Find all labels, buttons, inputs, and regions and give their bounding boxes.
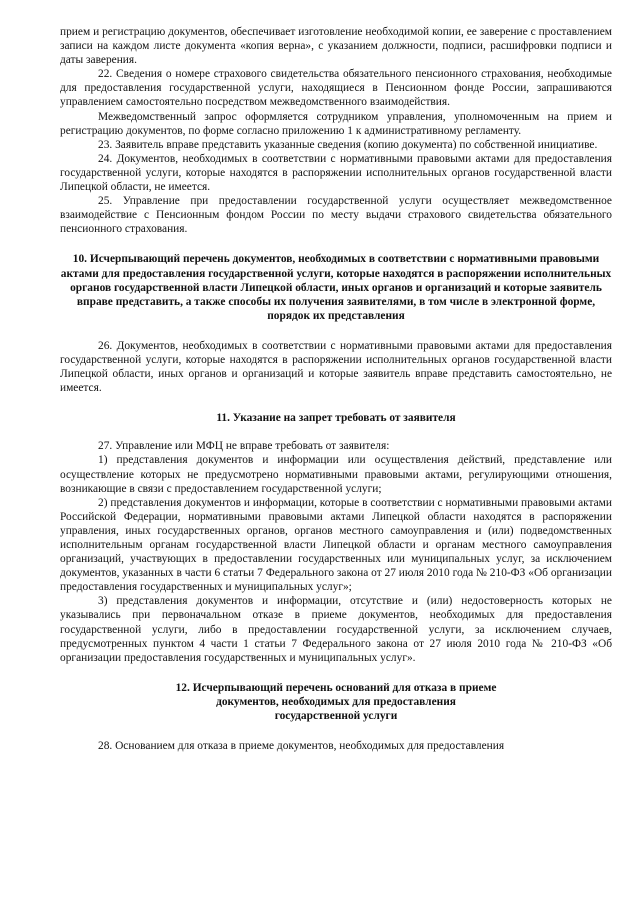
spacer	[60, 323, 612, 339]
paragraph-28: 28. Основанием для отказа в приеме документов, необходимых для предоставления	[98, 740, 505, 753]
section-10-heading: 10. Исчерпывающий перечень документов, необходимых в соответствии с нормативными правовыми актами для предоставления государственной услуги, которые находятся в распоряжении исполнительных органов государственной власти Липецкой области, иных органов и организаций и которые заявитель вправе представить, а также способы их получения заявителями, в том числе в электронной форме, порядок их представления	[60, 253, 612, 322]
paragraph-24: 24. Документов, необходимых в соответствии с нормативными правовыми актами для предоставления государственной услуги, которые находятся в распоряжении исполнительных органов государственной власти Липецкой области, не имеется.	[60, 152, 612, 194]
paragraph-26: 26. Документов, необходимых в соответствии с нормативными правовыми актами для предоставления государственной услуги, которые находятся в распоряжении исполнительных органов государственной власти Липецкой области, иных органов и организаций и которые заявитель вправе представить самостоятельно, не имеется.	[60, 339, 612, 395]
section-12-heading-line-2: документов, необходимых для предоставления	[216, 695, 456, 708]
spacer	[60, 723, 612, 739]
spacer	[60, 395, 612, 411]
spacer	[60, 236, 612, 252]
section-11-heading: 11. Указание на запрет требовать от заявителя	[216, 412, 456, 425]
paragraph-interagency-request: Межведомственный запрос оформляется сотрудником управления, уполномоченным на прием и регистрацию документов, по форме согласно приложению 1 к административному регламенту.	[60, 110, 612, 137]
spacer	[60, 425, 612, 439]
paragraph-27: 27. Управление или МФЦ не вправе требовать от заявителя:	[98, 440, 390, 453]
list-item-2: 2) представления документов и информации, которые в соответствии с нормативными правовыми актами Российской Федерации, нормативными правовыми актами Липецкой области находятся в распоряжении управления, иных государственных органов, органов местного самоуправления и (или) подведомственных исполнительным органам государственной власти Липецкой области и органам местного самоуправления организаций, участвующих в предоставлении государственных или муниципальных услуг, за исключением документов, указанных в части 6 статьи 7 Федерального закона от 27 июля 2010 года № 210-ФЗ «Об организации предоставления государственных и муниципальных услуг»;	[60, 496, 612, 594]
section-12-heading-line-1: 12. Исчерпывающий перечень оснований для отказа в приеме	[175, 681, 497, 694]
paragraph-25: 25. Управление при предоставлении государственной услуги осуществляет межведомственное взаимодействие с Пенсионным фондом России по месту выдачи страхового свидетельства обязательного пенсионного страхования.	[60, 195, 612, 236]
list-item-3: 3) представления документов и информации, отсутствие и (или) недостоверность которых не указывались при первоначальном отказе в приеме документов, необходимых для предоставления государственной услуги, либо в предоставлении государственной услуги, за исключением случаев, предусмотренных пунктом 4 части 1 статьи 7 Федерального закона от 27 июля 2010 года № 210-ФЗ «Об организации предоставления государственных и муниципальных услуг».	[60, 595, 612, 664]
spacer	[60, 665, 612, 681]
list-item-1: 1) представления документов и информации или осуществления действий, представление или осуществление которых не предусмотрено нормативными правовыми актами, регулирующими отношения, возникающие в связи с предоставлением государственной услуги;	[60, 454, 612, 495]
paragraph-continuation: прием и регистрацию документов, обеспечивает изготовление необходимой копии, ее заверение с проставлением записи на каждом листе документа «копия верна», с указанием должности, подписи, расшифровки подписи и даты заверения.	[60, 26, 612, 67]
paragraph-23: 23. Заявитель вправе представить указанные сведения (копию документа) по собственной инициативе.	[98, 138, 598, 151]
paragraph-22: 22. Сведения о номере страхового свидетельства обязательного пенсионного страхования, необходимые для предоставления государственной услуги, находящиеся в Пенсионном фонде России, запрашиваются управлением самостоятельно посредством межведомственного взаимодействия.	[60, 68, 612, 109]
section-12-heading-line-3: государственной услуги	[274, 710, 398, 723]
